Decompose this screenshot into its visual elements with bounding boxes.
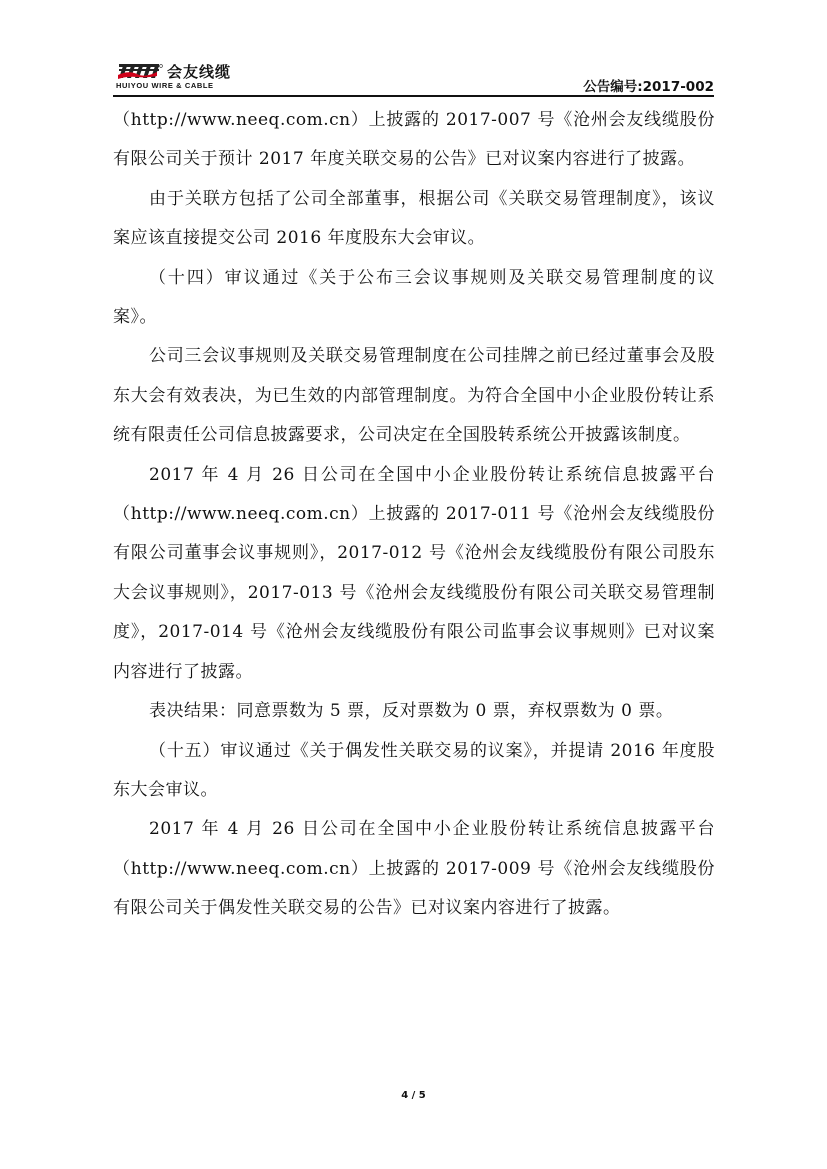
company-logo (113, 60, 273, 90)
page-header (113, 60, 714, 100)
paragraph-2: 由于关联方包括了公司全部董事，根据公司《关联交易管理制度》，该议案应该直接提交公司 2016 年度股东大会审议。 (113, 188, 715, 249)
logo-chinese-name: 会友线缆 (167, 63, 232, 81)
paragraph-3-heading: （十四）审议通过《关于公布三会议事规则及关联交易管理制度的议案》。 (113, 267, 715, 328)
huiyou-logo-icon (117, 62, 163, 82)
header-divider (113, 95, 714, 97)
page-number: 4 / 5 (401, 1090, 426, 1101)
paragraph-5: 2017 年 4 月 26 日公司在全国中小企业股份转让系统信息披露平台（http://www.neeq.com.cn）上披露的 2017-011 号《沧州会友线缆股份有限公司董事会议事规则》，2017-012 号《沧州会友线缆股份有限公司股东大会议事规则》，2017-013 号《沧州会友线缆股份有限公司关联交易管理制度》，2017-014 号《沧州会友线缆股份有限公司监事会议事规则》已对议案内容进行了披露。 (113, 464, 715, 682)
paragraph-7-heading: （十五）审议通过《关于偶发性关联交易的议案》，并提请 2016 年度股东大会审议。 (113, 740, 715, 800)
paragraph-8: 2017 年 4 月 26 日公司在全国中小企业股份转让系统信息披露平台（http://www.neeq.com.cn）上披露的 2017-009 号《沧州会友线缆股份有限公司关于偶发性关联交易的公告》已对议案内容进行了披露。 (113, 819, 715, 919)
document-body (113, 101, 715, 929)
paragraph-6-vote-result: 表决结果：同意票数为 5 票，反对票数为 0 票，弃权票数为 0 票。 (149, 701, 674, 722)
announcement-number: 公告编号:2017-002 (583, 79, 714, 95)
logo-english-name: HUIYOU WIRE & CABLE (116, 81, 214, 90)
paragraph-4: 公司三会议事规则及关联交易管理制度在公司挂牌之前已经过董事会及股东大会有效表决，为已生效的内部管理制度。为符合全国中小企业股份转让系统有限责任公司信息披露要求，公司决定在全国股转系统公开披露该制度。 (113, 346, 715, 446)
paragraph-1: （http://www.neeq.com.cn）上披露的 2017-007 号《沧州会友线缆股份有限公司关于预计 2017 年度关联交易的公告》已对议案内容进行了披露。 (113, 110, 715, 170)
